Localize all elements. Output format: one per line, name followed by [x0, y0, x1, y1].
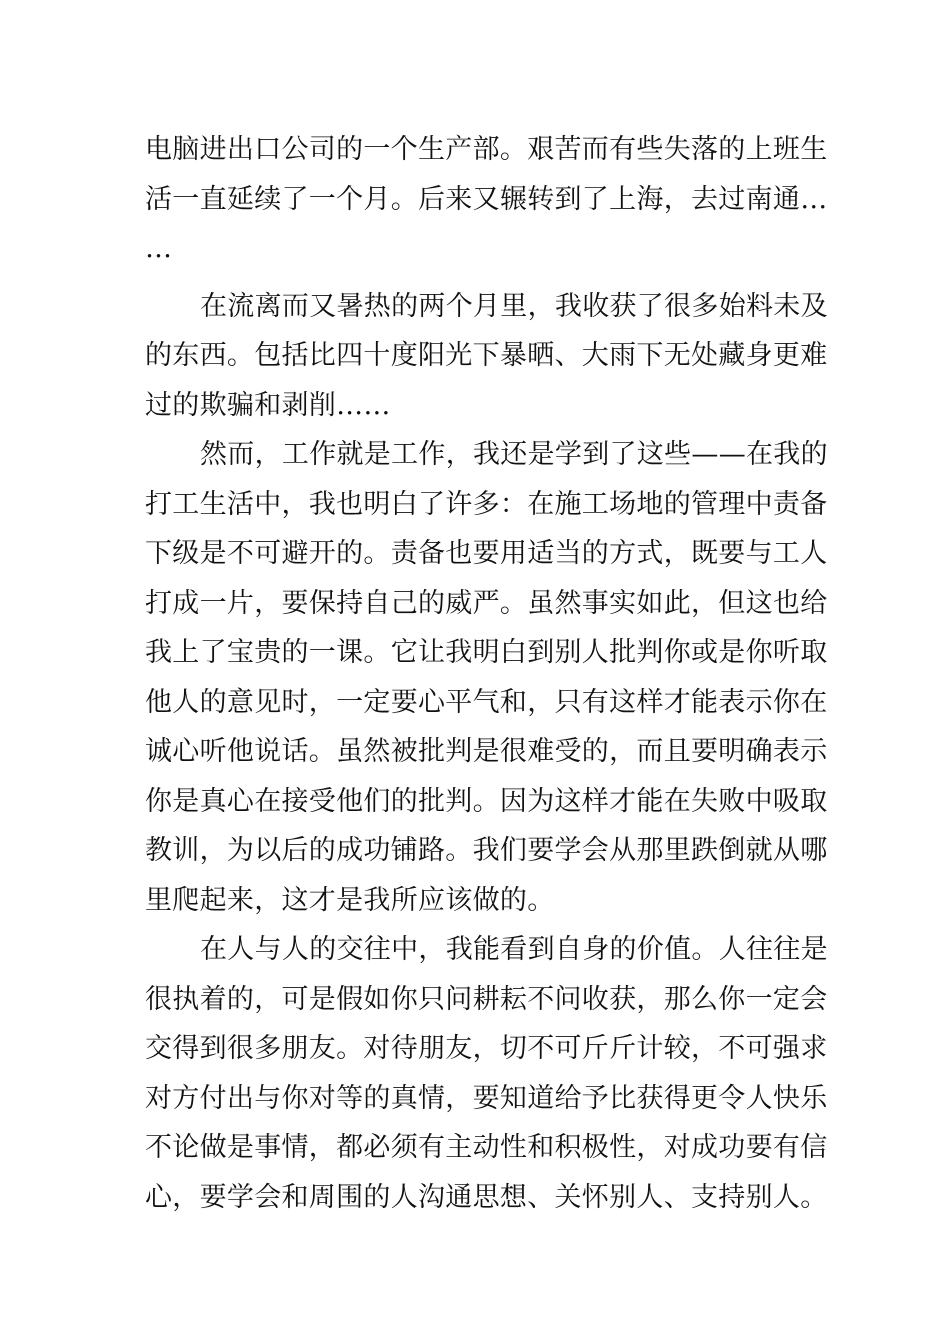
- text-line: 我上了宝贵的一课。它让我明白到别人批判你或是你听取: [145, 637, 828, 668]
- text-line: 心，要学会和周围的人沟通思想、关怀别人、支持别人。: [145, 1181, 828, 1213]
- text-line: 对方付出与你对等的真情，要知道给予比获得更令人快乐: [145, 1082, 828, 1114]
- text-line: 交得到很多朋友。对待朋友，切不可斤斤计较，不可强求: [145, 1033, 828, 1064]
- text-line: 你是真心在接受他们的批判。因为这样才能在失败中吸取: [145, 785, 828, 817]
- paragraph-spacer: [145, 274, 810, 282]
- text-line: 在人与人的交往中，我能看到自身的价值。人往往是: [200, 934, 828, 965]
- paragraph-2: [145, 282, 828, 431]
- text-line: 的东西。包括比四十度阳光下暴晒、大雨下无处藏身更难: [145, 340, 828, 371]
- text-line: 里爬起来，这才是我所应该做的。: [145, 884, 555, 916]
- document-page: [145, 125, 828, 1222]
- text-line: 下级是不可避开的。责备也要用适当的方式，既要与工人: [145, 538, 828, 569]
- text-line: 打工生活中，我也明白了许多：在施工场地的管理中责备: [145, 488, 828, 520]
- paragraph-1: [145, 125, 828, 274]
- text-line: 教训，为以后的成功铺路。我们要学会从那里跌倒就从哪: [145, 835, 828, 866]
- text-line: 他人的意见时，一定要心平气和，只有这样才能表示你在: [145, 686, 828, 718]
- text-line: 不论做是事情，都必须有主动性和积极性，对成功要有信: [145, 1132, 828, 1163]
- text-line: 电脑进出口公司的一个生产部。艰苦而有些失落的上班生: [145, 134, 828, 165]
- text-line: 过的欺骗和剥削……: [145, 389, 391, 421]
- text-line: 很执着的，可是假如你只问耕耘不问收获，那么你一定会: [145, 983, 828, 1015]
- text-line: 然而，工作就是工作，我还是学到了这些——在我的: [200, 439, 828, 470]
- text-line: 活一直延续了一个月。后来又辗转到了上海，去过南通…: [145, 183, 828, 215]
- text-line: 在流离而又暑热的两个月里，我收获了很多始料未及: [200, 290, 828, 322]
- paragraph-3: [145, 430, 828, 925]
- text-line: …: [145, 233, 173, 264]
- text-line: 打成一片，要保持自己的威严。虽然事实如此，但这也给: [145, 587, 828, 619]
- text-line: 诚心听他说话。虽然被批判是很难受的，而且要明确表示: [145, 736, 828, 767]
- paragraph-4: [145, 925, 828, 1222]
